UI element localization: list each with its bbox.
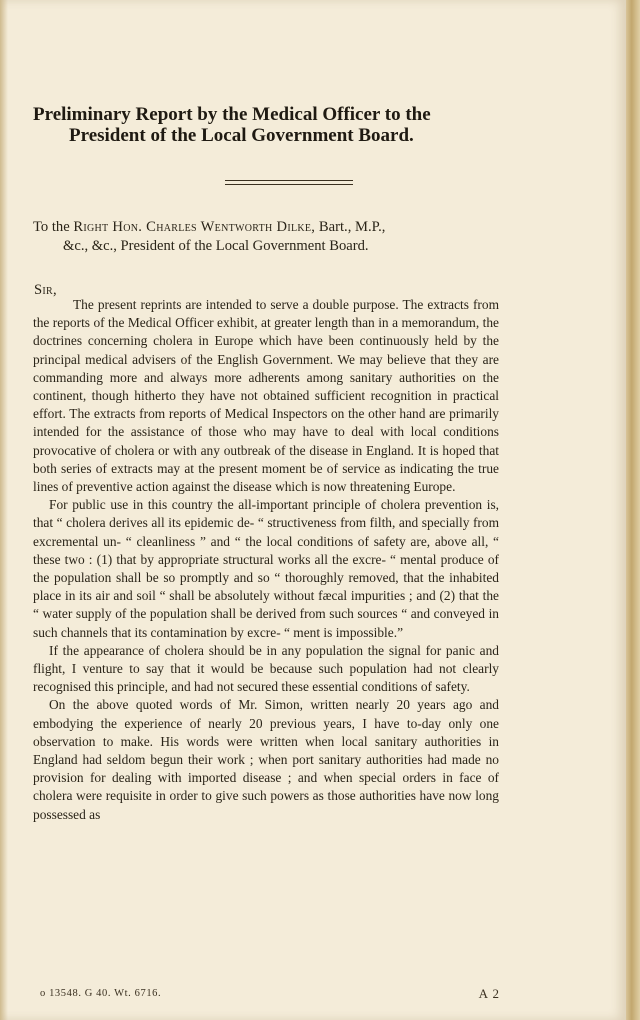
divider-rule-bottom <box>225 184 353 185</box>
address-recipient-name: Right Hon. Charles Wentworth Dilke, <box>73 219 316 235</box>
address-line-2: &c., &c., President of the Local Government Board. <box>63 238 369 254</box>
letter-body <box>33 296 499 824</box>
paragraph-3: If the appearance of cholera should be in any population the signal for panic and flight, I venture to say that it would be because such population had not clearly recognised this principle, and had not secured these essential conditions of safety. <box>33 642 499 695</box>
binding-edge <box>0 0 8 1020</box>
page-footer <box>40 988 500 999</box>
address-block <box>33 218 499 256</box>
report-heading <box>33 104 497 146</box>
title-line-2: President of the Local Government Board. <box>69 125 414 146</box>
report-title <box>33 104 497 146</box>
page-edge <box>626 0 640 1020</box>
paragraph-4: On the above quoted words of Mr. Simon, written nearly 20 years ago and embodying the experience of nearly 20 previous years, I have to-day only one observation to make. His words were written when local sanitary authorities in England had seldom begun their work ; when port sanitary authorities had made no provision for dealing with imported disease ; and when special orders in face of cholera were requisite in order to give such powers as those authorities have now long possessed as <box>33 697 499 822</box>
paragraph-1: The present reprints are intended to serve a double purpose. The extracts from the reports of the Medical Officer exhibit, at greater length than in a memorandum, the doctrines concerning cholera in Europe which have been continuously held by the principal medical advisers of the English Government. We may believe that they are commanding more and always more adherents among sanitary authorities on the continent, though hitherto they have not obtained sufficient recognition in practical effort. The extracts from reports of Medical Inspectors on the other hand are primarily intended for the assistance of those who may have to deal with local conditions provocative of cholera or with any outbreak of the disease in England. It is hoped that both series of extracts may at the present moment be of service as indicating the true lines of preventive action against the disease which is now threatening Europe. <box>33 297 499 495</box>
paragraph-2: For public use in this country the all-important principle of cholera prevention is, that “ cholera derives all its epidemic de- “ structiveness from filth, and specially from excremental un- “ cleanliness ” and “ the local conditions of safety are, above all, “ these two : (1) that by appropriate structural works all the excre- “ mental produce of the population shall be so promptly and so “ thoroughly removed, that the inhabited place in its air and soil “ shall be absolutely without fæcal impurities ; and (2) that the “ water supply of the population shall be derived from such sources “ and conveyed in such channels that its contamination by excre- “ ment is impossible.” <box>33 497 499 640</box>
title-line-1: Preliminary Report by the Medical Officer to the <box>33 104 431 125</box>
signature-mark: A 2 <box>478 986 500 1001</box>
salutation: Sir, <box>34 282 57 298</box>
address-prefix: To the <box>33 219 70 235</box>
print-code: o 13548. G 40. Wt. 6716. <box>40 988 162 999</box>
address-recipient-title: Bart., M.P., <box>318 219 386 235</box>
divider-rule-top <box>225 180 353 181</box>
